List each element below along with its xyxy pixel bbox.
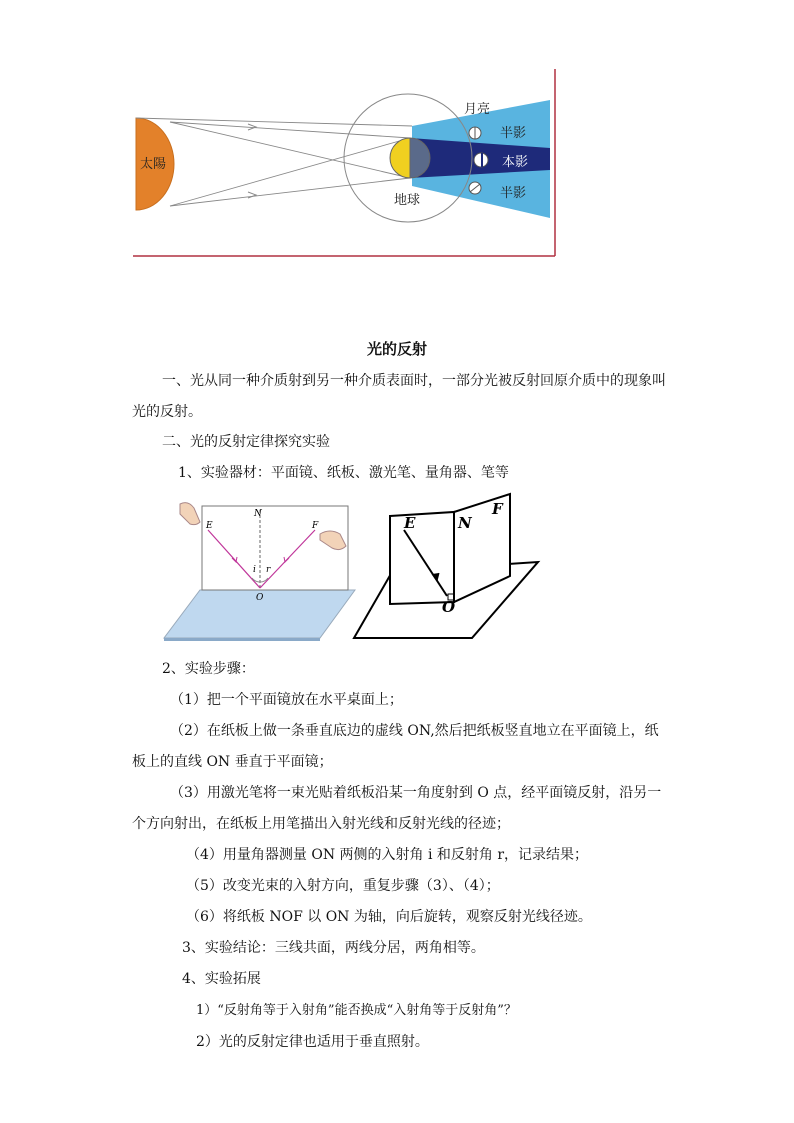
extension-heading: 4、实验拓展 — [182, 971, 261, 987]
left-label-n: N — [254, 509, 262, 519]
step-1: （1）把一个平面镜放在水平桌面上； — [170, 692, 403, 708]
right-label-e: E — [404, 514, 416, 532]
left-label-o: O — [256, 593, 264, 603]
left-label-i: i — [253, 565, 256, 575]
step-5: （5）改变光束的入射方向，重复步骤（3）、（4）； — [186, 878, 500, 894]
paragraph-3: 1、实验器材：平面镜、纸板、激光笔、量角器、笔等 — [178, 465, 509, 481]
penumbra-bottom-label: 半影 — [500, 186, 527, 201]
moon-label: 月亮 — [464, 102, 491, 117]
step-2a: （2）在纸板上做一条垂直底边的虚线 ON,然后把纸板竖直地立在平面镜上，纸 — [170, 723, 659, 739]
right-label-n: N — [458, 514, 472, 532]
right-label-f: F — [492, 500, 503, 518]
eclipse-diagram — [130, 66, 560, 262]
step-4: （4）用量角器测量 ON 两侧的入射角 i 和反射角 r，记录结果； — [186, 847, 589, 863]
step-3b: 个方向射出，在纸板上用笔描出入射光线和反射光线的径迹； — [132, 816, 510, 832]
left-hand-icon — [180, 503, 200, 525]
paragraph-1b: 光的反射。 — [132, 404, 202, 420]
right-label-o: O — [442, 598, 456, 616]
left-label-f: F — [312, 521, 319, 531]
left-label-r: r — [266, 565, 271, 575]
sun-label: 太陽 — [140, 157, 167, 172]
paragraph-2: 二、光的反射定律探究实验 — [162, 434, 330, 450]
penumbra-top-label: 半影 — [500, 126, 527, 141]
step-2b: 板上的直线 ON 垂直于平面镜； — [132, 754, 333, 770]
extension-1: 1）“反射角等于入射角”能否换成“入射角等于反射角”？ — [196, 1003, 517, 1018]
earth-label: 地球 — [394, 193, 421, 208]
page-title: 光的反射 — [366, 340, 427, 358]
conclusion: 3、实验结论：三线共面，两线分居，两角相等。 — [182, 940, 485, 956]
left-label-e: E — [206, 521, 213, 531]
reflection-board-diagram — [352, 488, 542, 643]
earth-day-side — [390, 138, 410, 178]
paragraph-steps: 2、实验步骤： — [162, 661, 255, 677]
step-6: （6）将纸板 NOF 以 ON 为轴，向后旋转，观察反射光线径迹。 — [186, 909, 592, 925]
paragraph-1a: 一、光从同一种介质射到另一种介质表面时，一部分光被反射回原介质中的现象叫 — [162, 373, 666, 389]
umbra-label: 本影 — [502, 155, 529, 170]
step-3a: （3）用激光笔将一束光贴着纸板沿某一角度射到 O 点，经平面镜反射，沿另一 — [170, 785, 662, 801]
reflection-experiment-photo — [160, 496, 360, 641]
extension-2: 2）光的反射定律也适用于垂直照射。 — [196, 1034, 429, 1050]
